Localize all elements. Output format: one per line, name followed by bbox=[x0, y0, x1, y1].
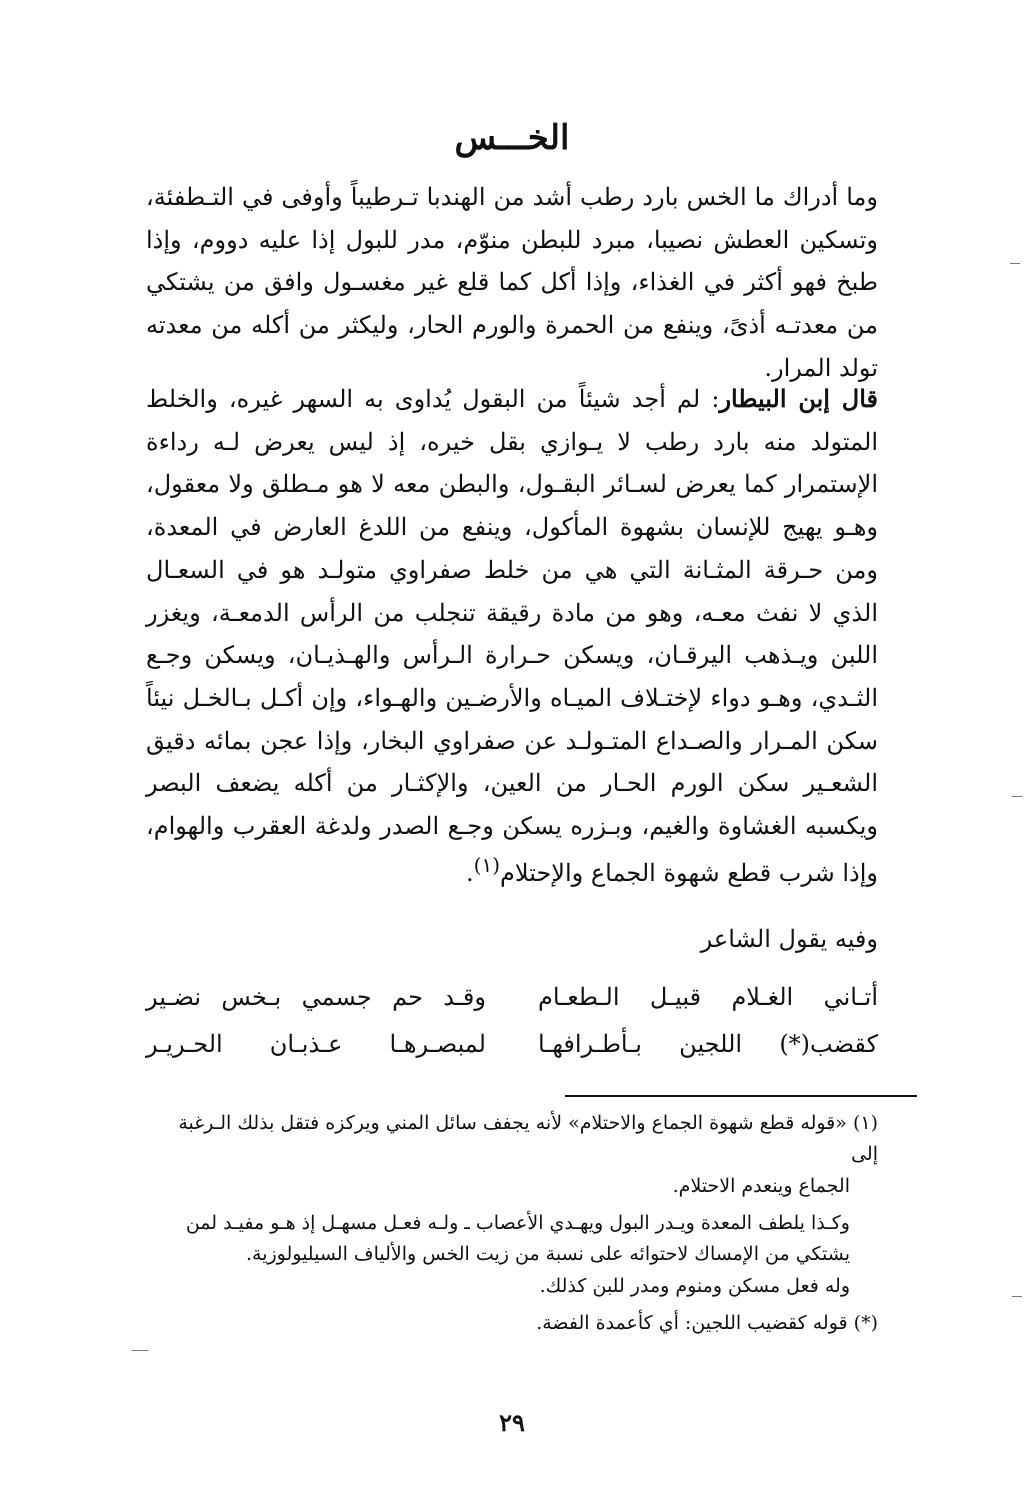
poem-second-hemistich: لمبصـرهـا عـذبـان الحـريـر bbox=[146, 1030, 486, 1058]
footnote bbox=[146, 1208, 878, 1302]
footnote-text: يشتكي من الإمساك لاحتوائه على نسبة من زيت الخس والألياف السيليولوزية. bbox=[245, 1243, 850, 1266]
footnote-reference: (١) bbox=[473, 852, 501, 877]
poem-second-hemistich: وقـد حم جسمي بـخس نضـير bbox=[146, 983, 486, 1011]
scan-edge-mark bbox=[1012, 796, 1022, 797]
footnote-text: وكـذا يلطف المعدة ويـدر البول ويهـدي الأعصاب ـ ولـه فعـل مسهـل إذ هـو مفيـد لمن bbox=[185, 1212, 850, 1235]
poem-intro: وفيه يقول الشاعر bbox=[700, 925, 878, 953]
footnote-marker: (*) bbox=[853, 1312, 878, 1335]
scan-edge-mark bbox=[132, 1350, 148, 1351]
scan-edge-mark bbox=[1010, 263, 1020, 264]
page-title: الخـــس bbox=[454, 118, 570, 158]
footnote-marker: (١) bbox=[852, 1112, 878, 1134]
paragraph-lead: قال إبن البيطار bbox=[719, 384, 879, 413]
footnote bbox=[146, 1308, 878, 1339]
footnote-separator bbox=[565, 1095, 917, 1097]
poem-first-hemistich: أتـاني الغـلام قبيـل الـطعـام bbox=[538, 983, 878, 1011]
footnote-text: الجماع وينعدم الاحتلام. bbox=[672, 1174, 850, 1197]
footnotes bbox=[146, 1108, 878, 1345]
footnote-text: «قوله قطع شهوة الجماع والاحتلام» لأنه يجفف سائل المني ويركزه فتقل بذلك الـرغبة إلى bbox=[178, 1112, 878, 1166]
paragraph-intro: وما أدراك ما الخس بارد رطب أشد من الهندبا تـرطيباً وأوفى في التـطفئة، وتسكين العطش نصيبا، مبرد للبطن منوّم، مدر للبول إذا علیه دووم، وإذا طبخ فهو أكثر في الغذاء، وإذا أكل كما قلع غير مغسـول وافق من يشتكي من معدتـه أذىً، وينفع من الحمرة والورم الحار، وليكثر من أكله من معدته تولد المرار. bbox=[146, 183, 878, 382]
paragraph-ibn-al-baitar bbox=[146, 378, 878, 895]
poem bbox=[146, 983, 878, 1077]
footnote-text: قوله كقضيب اللجين: أي كأعمدة الفضة. bbox=[536, 1312, 848, 1335]
poem-verse bbox=[146, 983, 878, 1030]
scan-edge-mark bbox=[1012, 1296, 1022, 1297]
paragraph-body: : لم أجد شيئاً من البقول يُداوى به السهر غيره، والخلط المتولد منه بارد رطب لا يـوازي بقل خيره، إذ ليس يعرض لـه رداءة الإستمرار كما يعرض لسـائر البقـول، والبطن معه لا هو مـطلق ولا معقول، وهـو يهيج للإنسان بشهوة المأكول، وينفع من اللدغ العارض في المعدة، ومن حـرقة المثـانة التي هي من خلط صفراوي متولـد هو في السعـال الذي لا نفث معـه، وهو من مادة رقيقة تنجلب من الرأس الدمعـة، ويغزر اللبن ويـذهب اليرقـان، ويسكن حـرارة الـرأس والهـذيـان، ويسكن وجـع الثـدي، وهـو دواء لإختـلاف الميـاه والأرضـين والهـواء، وإن أكـل بـالخـل نيئاً سكن المـرار والصـداع المتـولـد عن صفراوي البخار، وإذا عجن بمائه دقيق الشعـير سكن الورم الحـار من العين، والإكثـار من أكله يضعف البصر ويكسبه الغشاوة والغيم، وبـزره يسكن وجـع الصدر ولدغة العقرب والهوام، وإذا شرب قطع شهوة الجماع والإحتلام bbox=[146, 385, 878, 887]
footnote bbox=[146, 1108, 878, 1202]
poem-first-hemistich: كقضب(*) اللجين بـأطـرافهـا bbox=[538, 1030, 878, 1058]
page-number: ٢٩ bbox=[499, 1408, 525, 1437]
poem-verse bbox=[146, 1030, 878, 1077]
footnote-text: وله فعل مسكن ومنوم ومدر للبن كذلك. bbox=[539, 1274, 850, 1297]
paragraph-end: . bbox=[466, 858, 474, 887]
